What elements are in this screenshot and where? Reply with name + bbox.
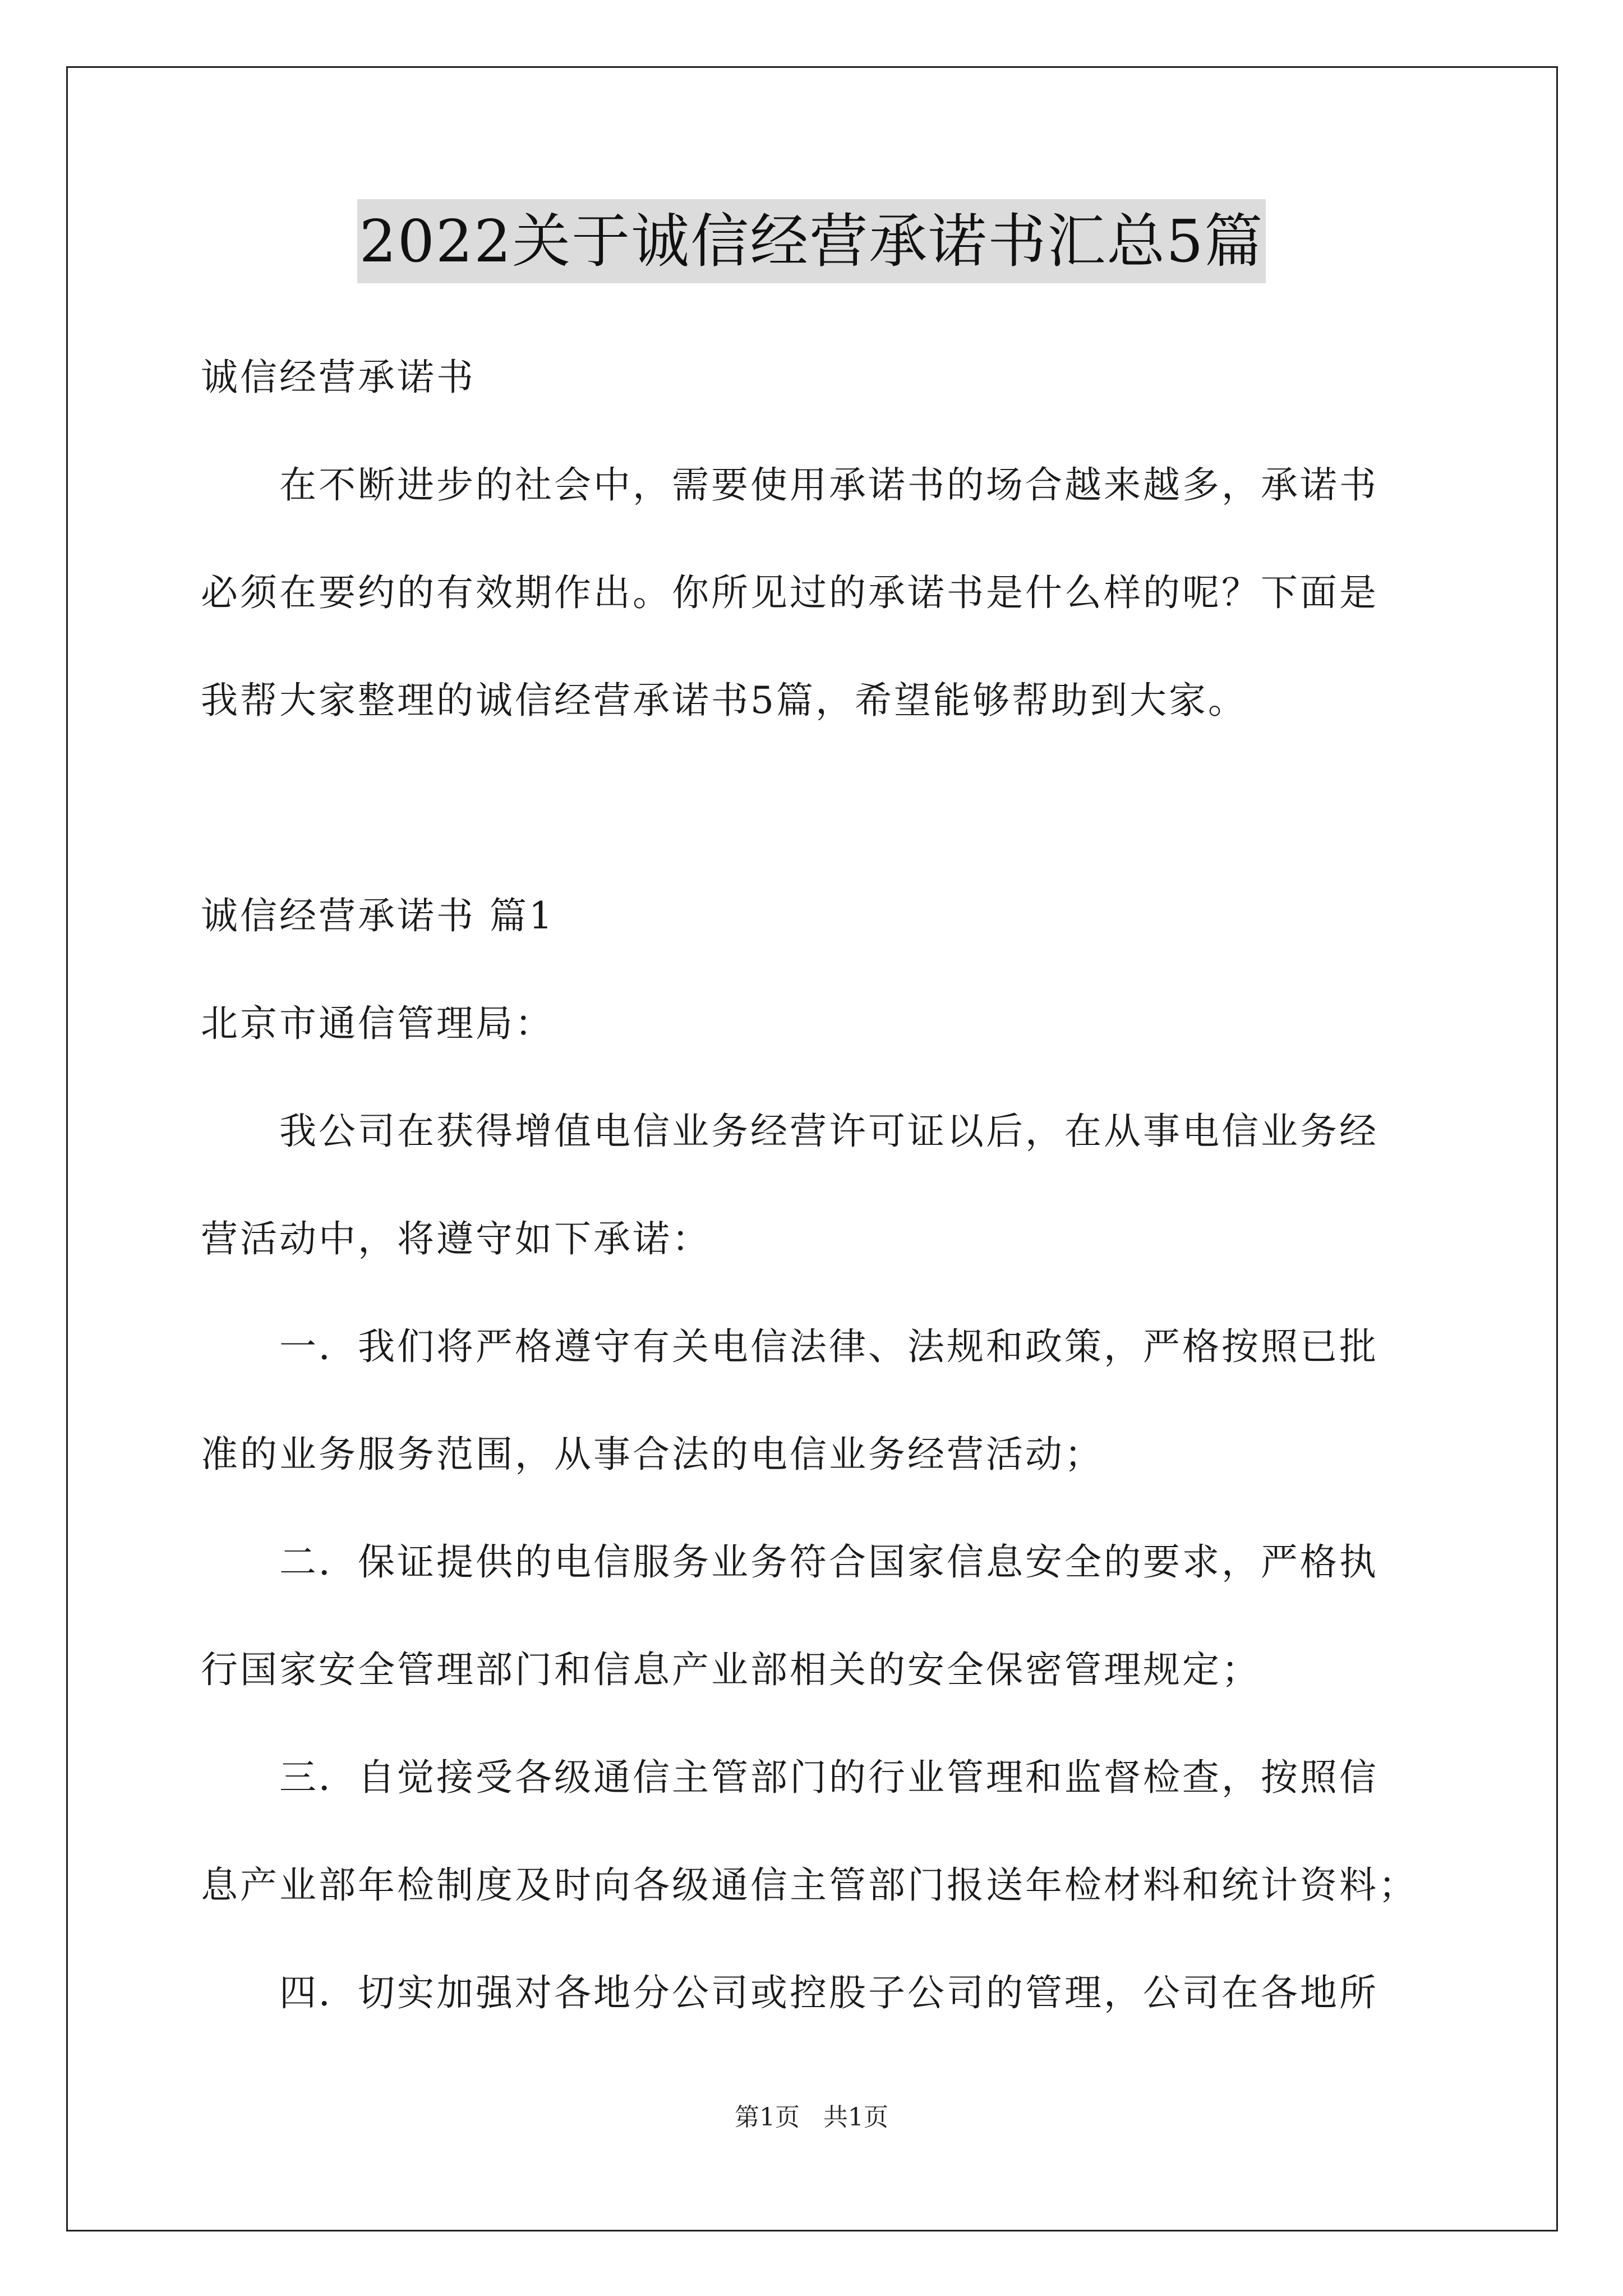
paragraph-line: 必须在要约的有效期作出。你所见过的承诺书是什么样的呢？下面是 [201, 571, 1378, 614]
section-heading: 诚信经营承诺书 篇1 [201, 894, 555, 937]
page-footer: 第1页 共1页 [735, 2103, 888, 2132]
document-title: 2022关于诚信经营承诺书汇总5篇 [357, 199, 1266, 283]
paragraph-line: 三．自觉接受各级通信主管部门的行业管理和监督检查，按照信 [201, 1756, 1378, 1799]
paragraph-line: 营活动中，将遵守如下承诺： [201, 1217, 711, 1260]
paragraph-line: 四．切实加强对各地分公司或控股子公司的管理，公司在各地所 [201, 1971, 1378, 2014]
addressee-line: 北京市通信管理局： [201, 1002, 554, 1045]
paragraph-line: 行国家安全管理部门和信息产业部相关的安全保密管理规定； [201, 1648, 1261, 1691]
paragraph-line: 我公司在获得增值电信业务经营许可证以后，在从事电信业务经 [201, 1110, 1378, 1153]
paragraph-line: 准的业务服务范围，从事合法的电信业务经营活动； [201, 1433, 1104, 1476]
paragraph-line: 息产业部年检制度及时向各级通信主管部门报送年检材料和统计资料； [201, 1864, 1418, 1907]
paragraph-line: 我帮大家整理的诚信经营承诺书5篇，希望能够帮助到大家。 [201, 679, 1247, 722]
paragraph-line: 在不断进步的社会中，需要使用承诺书的场合越来越多，承诺书 [201, 463, 1378, 507]
section-heading: 诚信经营承诺书 [201, 356, 476, 399]
paragraph-line: 一．我们将严格遵守有关电信法律、法规和政策，严格按照已批 [201, 1325, 1378, 1368]
paragraph-line: 二．保证提供的电信服务业务符合国家信息安全的要求，严格执 [201, 1540, 1378, 1584]
title-container [0, 199, 1623, 283]
